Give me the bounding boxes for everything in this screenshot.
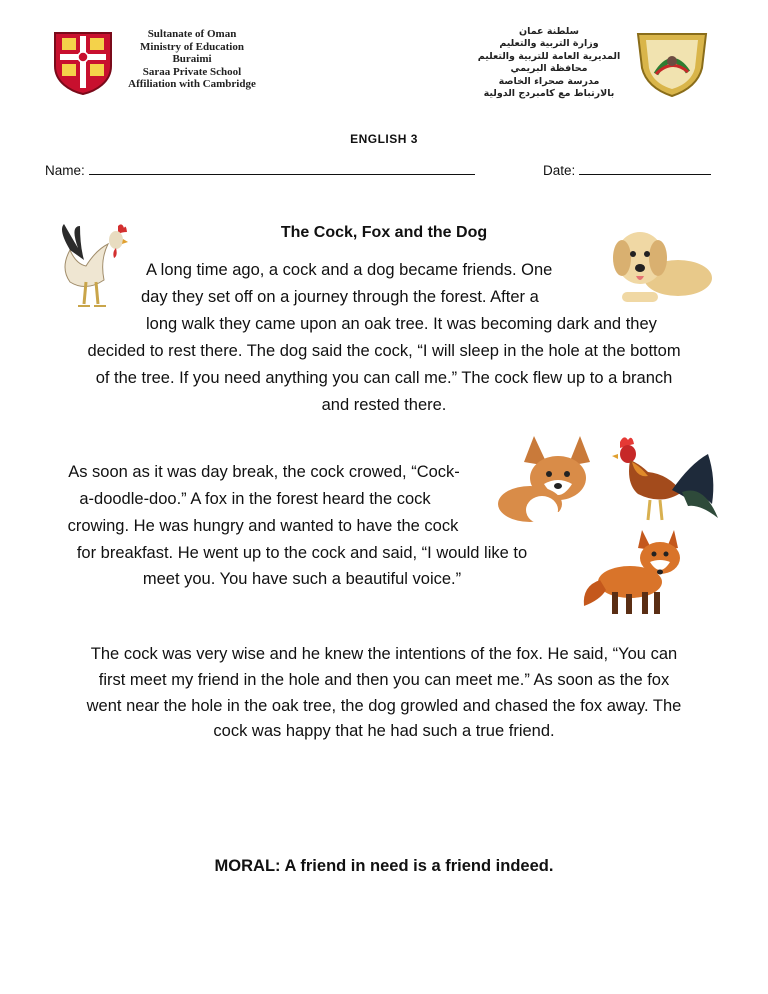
date-label: Date: xyxy=(543,163,576,178)
story-line: crowing. He was hungry and wanted to have the cock xyxy=(67,517,459,535)
story-line: day they set off on a journey through the forest. After a xyxy=(141,288,539,306)
story-line: of the tree. If you need anything you can call me.” The cock flew up to a branch xyxy=(95,369,673,387)
school-ar-line: المديرية العامة للتربية والتعليم xyxy=(477,50,621,62)
school-ar-line: سلطنة عمان xyxy=(519,26,579,37)
name-field[interactable] xyxy=(89,163,475,175)
story-line: A long time ago, a cock and a dog became friends. One xyxy=(146,261,553,279)
story-line: and rested there. xyxy=(321,396,447,414)
colorful-rooster-image xyxy=(612,434,720,526)
school-ar-line: محافظة البريمي xyxy=(510,63,588,75)
story-line: The cock was very wise and he knew the intentions of the fox. He said, “You can xyxy=(90,645,678,663)
school-en-line: Sultanate of Oman xyxy=(147,28,237,40)
story-title: The Cock, Fox and the Dog xyxy=(280,224,488,241)
story-line: meet you. You have such a beautiful voice.” xyxy=(142,570,462,588)
school-en-line: Ministry of Education xyxy=(140,40,244,53)
cambridge-crest-logo xyxy=(52,30,114,96)
rooster-image xyxy=(56,220,128,312)
story-line: went near the hole in the oak tree, the dog growled and chased the fox away. The xyxy=(86,697,682,715)
story-moral: MORAL: A friend in need is a friend indeed. xyxy=(214,857,554,875)
story-line: decided to rest there. The dog said the cock, “I will sleep in the hole at the bottom xyxy=(87,342,681,360)
story-line: a-doodle-doo.” A fox in the forest heard the cock xyxy=(79,490,431,508)
story-line: cock was happy that he had such a true friend. xyxy=(213,722,555,740)
school-info-arabic xyxy=(474,26,624,100)
story-line: As soon as it was day break, the cock crowed, “Cock- xyxy=(68,463,460,481)
course-title: ENGLISH 3 xyxy=(350,132,418,146)
name-row xyxy=(45,163,475,178)
story-line: long walk they came upon an oak tree. It was becoming dark and they xyxy=(146,315,657,333)
school-ar-line: وزارة التربية والتعليم xyxy=(499,38,599,50)
school-ar-line: مدرسة صحراء الخاصة xyxy=(498,75,600,87)
school-ar-line: بالارتباط مع كامبردج الدولية xyxy=(483,88,615,100)
story-line: for breakfast. He went up to the cock and said, “I would like to xyxy=(76,544,528,562)
school-en-line: Affiliation with Cambridge xyxy=(128,78,256,90)
school-en-line: Buraimi xyxy=(172,53,212,65)
name-label: Name: xyxy=(45,163,85,178)
story-line: first meet my friend in the hole and then you can meet me.” As soon as the fox xyxy=(98,671,670,689)
date-row xyxy=(543,163,711,178)
school-shield-logo xyxy=(632,28,712,98)
school-en-line: Saraa Private School xyxy=(142,65,242,78)
school-info-english xyxy=(116,28,268,91)
date-field[interactable] xyxy=(579,163,711,175)
golden-retriever-image xyxy=(604,218,714,310)
